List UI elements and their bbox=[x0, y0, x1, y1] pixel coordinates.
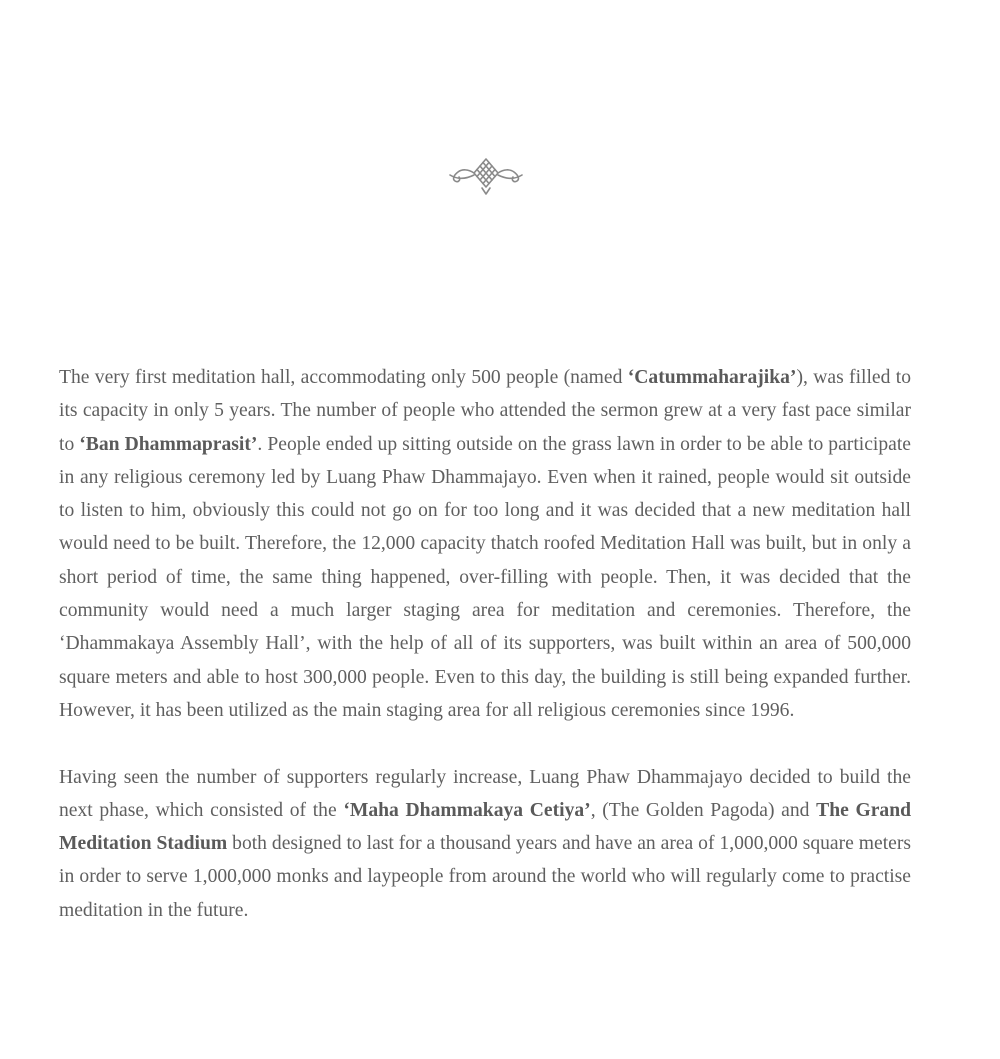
text-run: . People ended up sitting outside on the grass lawn in order to be able to participate in any religious ceremony led by Luang Phaw Dhammajayo. Even when it rained, people would sit outside to listen to him, obviously this could not go on for too long and it was decided that a new meditation hall would need to be built. Therefore, the 12,000 capacity thatch roofed Meditation Hall was built, but in only a short period of time, the same thing happened, over-filling with people. Then, it was decided that the community would need a much larger staging area for meditation and ceremonies. Therefore, the ‘Dhammakaya Assembly Hall’, with the help of all of its supporters, was built within an area of 500,000 square meters and able to host 300,000 people. Even to this day, the building is still being expanded further. However, it has been utilized as the main staging area for all religious ceremonies since 1996. bbox=[59, 433, 911, 721]
text-run: ), was filled to its capacity in only 5 years. The number of people who attended the sermon grew at a very fast pace similar to bbox=[59, 367, 911, 455]
text-run: Having seen the number of supporters regularly increase, Luang Phaw Dhammajayo decided to build the next phase, which consisted of the bbox=[59, 766, 911, 821]
text-run: The very first meditation hall, accommodating only 500 people (named bbox=[59, 367, 628, 388]
paragraph-meditation-hall-history bbox=[59, 361, 911, 727]
flourish-knot-icon bbox=[446, 155, 526, 197]
article-body bbox=[59, 361, 911, 927]
emphasized-name: ‘Catummaharajika’ bbox=[627, 367, 797, 388]
text-run: both designed to last for a thousand years and have an area of 1,000,000 square meters in order to serve 1,000,000 monks and laypeople from around the world who will regularly come to practise meditation in the future. bbox=[59, 833, 911, 921]
paragraph-next-phase bbox=[59, 761, 911, 927]
emphasized-name: ‘Ban Dhammaprasit’ bbox=[79, 433, 258, 455]
emphasized-name: ‘Maha Dhammakaya Cetiya’ bbox=[343, 799, 591, 821]
emphasized-name: The Grand Meditation Stadium bbox=[59, 799, 912, 855]
text-run: , (The Golden Pagoda) and bbox=[590, 799, 817, 821]
